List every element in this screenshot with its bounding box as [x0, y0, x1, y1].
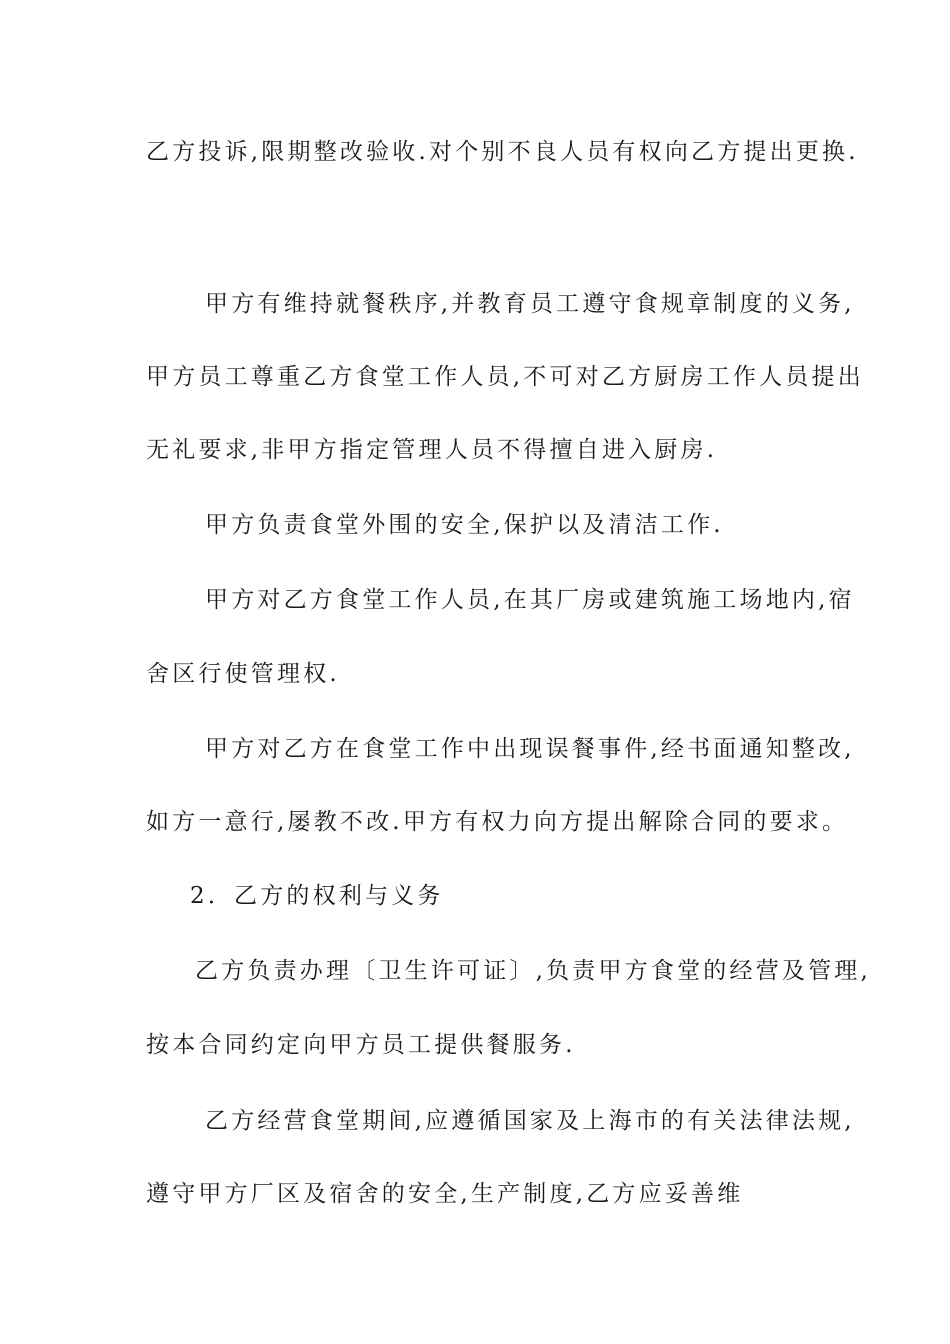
- paragraph-line: 遵守甲方厂区及宿舍的安全,生产制度,乙方应妥善维: [146, 1181, 744, 1207]
- paragraph-line: 乙方经营食堂期间,应遵循国家及上海市的有关法律法规,: [205, 1108, 855, 1134]
- section-heading: 2．乙方的权利与义务: [190, 883, 444, 909]
- paragraph-line: 无礼要求,非甲方指定管理人员不得擅自进入厨房.: [146, 437, 718, 463]
- paragraph-line: 乙方投诉,限期整改验收.对个别不良人员有权向乙方提出更换.: [146, 139, 859, 165]
- paragraph-line: 甲方对乙方食堂工作人员,在其厂房或建筑施工场地内,宿: [205, 587, 855, 613]
- paragraph-line: 乙方负责办理〔卫生许可证〕,负责甲方食堂的经营及管理,: [195, 958, 872, 984]
- paragraph-line: 如方一意行,屡教不改.甲方有权力向方提出解除合同的要求。: [146, 809, 849, 835]
- paragraph-line: 甲方对乙方在食堂工作中出现误餐事件,经书面通知整改,: [205, 736, 855, 762]
- paragraph-line: 舍区行使管理权.: [146, 661, 340, 687]
- paragraph-line: 甲方负责食堂外围的安全,保护以及清洁工作.: [205, 512, 724, 538]
- paragraph-line: 甲方有维持就餐秩序,并教育员工遵守食规章制度的义务,: [205, 291, 855, 317]
- paragraph-line: 按本合同约定向甲方员工提供餐服务.: [146, 1032, 576, 1058]
- paragraph-line: 甲方员工尊重乙方食堂工作人员,不可对乙方厨房工作人员提出: [146, 364, 864, 390]
